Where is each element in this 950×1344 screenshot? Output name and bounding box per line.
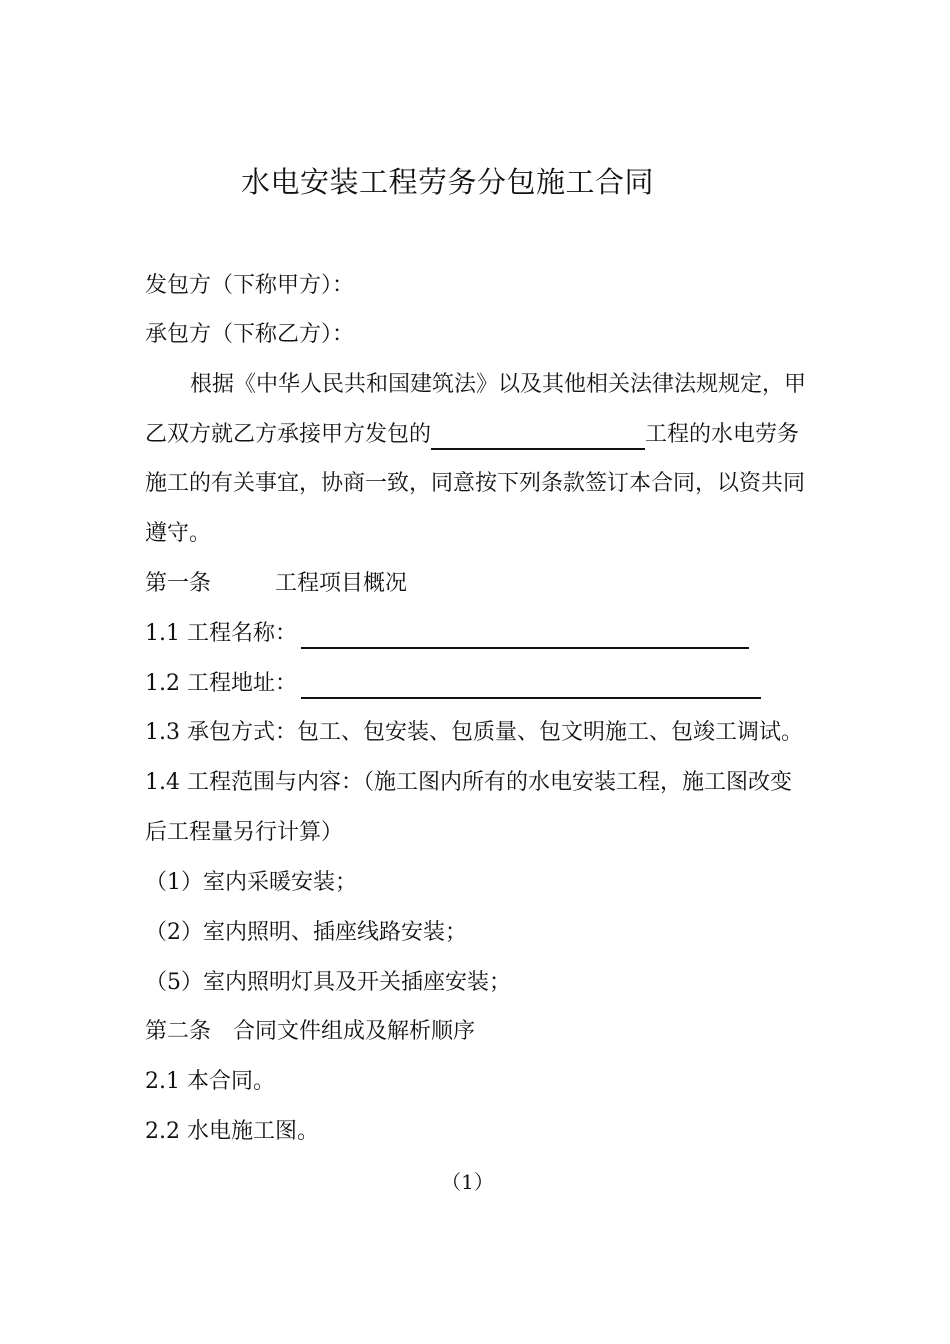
intro-line-1: 根据《中华人民共和国建筑法》以及其他相关法律法规规定，甲 — [190, 372, 807, 397]
project-address-label: 1.2 工程地址： — [145, 671, 297, 696]
article-2-title: 合同文件组成及解析顺序 — [233, 1019, 476, 1044]
intro-line-4: 遵守。 — [145, 521, 212, 546]
project-blank-underline — [431, 424, 645, 450]
intro-line-3: 施工的有关事宜，协商一致，同意按下列条款签订本合同，以资共同 — [145, 471, 806, 496]
article-1-number: 第一条 — [145, 571, 212, 596]
document-title: 水电安装工程劳务分包施工合同 — [240, 165, 654, 199]
article-2-heading — [145, 1017, 475, 1047]
project-address-line — [145, 669, 761, 699]
article-2-number: 第二条 — [145, 1019, 212, 1044]
scope-item: （5）室内照明灯具及开关插座安装； — [145, 970, 511, 995]
project-address-underline — [301, 673, 761, 699]
employer-line: 发包方（下称甲方）： — [145, 273, 355, 298]
intro-line-2-end: 工程的水电劳务 — [645, 422, 800, 447]
scope-line-2: 后工程量另行计算） — [145, 820, 344, 845]
contractor-line: 承包方（下称乙方）： — [145, 322, 355, 347]
page-number: （1） — [441, 1170, 494, 1194]
scope-item: （2）室内照明、插座线路安装； — [145, 920, 467, 945]
intro-line-2-start: 乙双方就乙方承接甲方发包的 — [145, 422, 432, 447]
project-name-line — [145, 619, 749, 649]
scope-line-1: 1.4 工程范围与内容：（施工图内所有的水电安装工程，施工图改变 — [145, 770, 792, 795]
article-1-heading — [145, 569, 407, 599]
article-2-item-2: 2.2 水电施工图。 — [145, 1119, 319, 1144]
scope-item: （1）室内采暖安装； — [145, 870, 357, 895]
contract-method-line: 1.3 承包方式：包工、包安装、包质量、包文明施工、包竣工调试。 — [145, 720, 803, 745]
intro-line-2 — [145, 420, 799, 450]
article-2-item-1: 2.1 本合同。 — [145, 1069, 275, 1094]
project-name-label: 1.1 工程名称： — [145, 621, 297, 646]
article-1-title: 工程项目概况 — [275, 571, 408, 596]
project-name-underline — [301, 623, 749, 649]
